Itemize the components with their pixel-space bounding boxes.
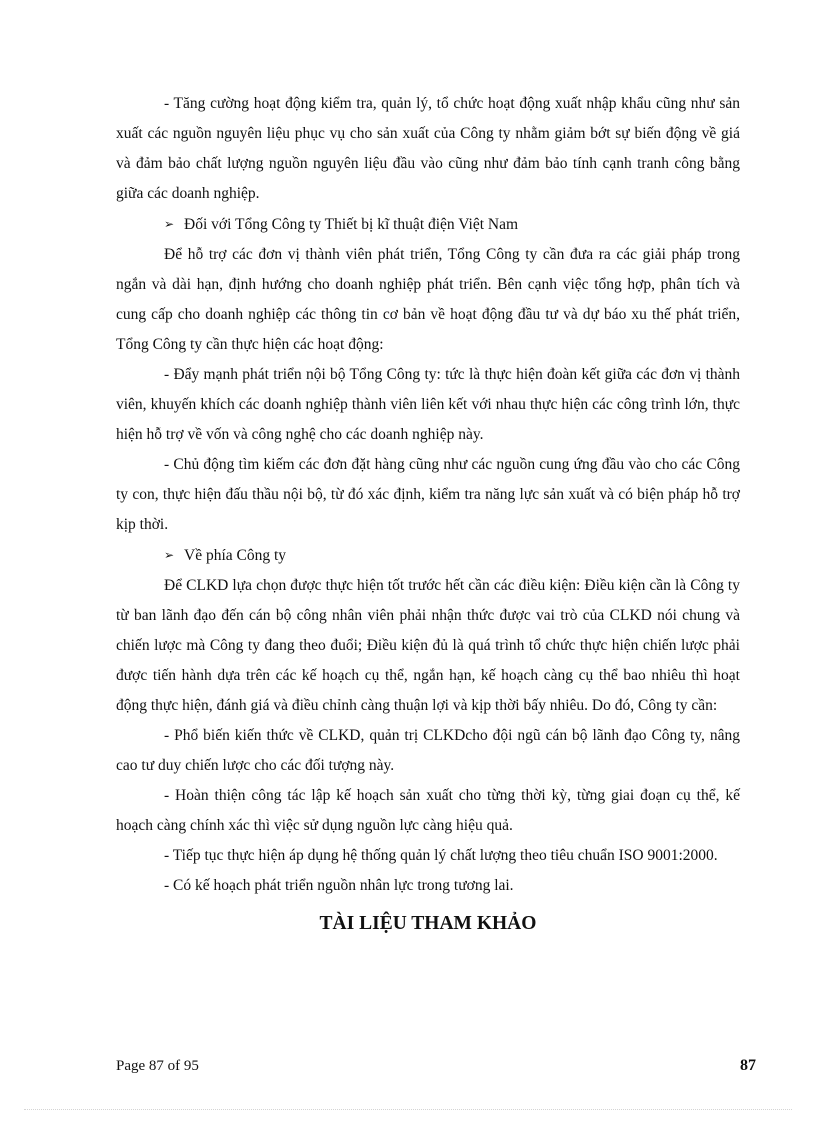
section-title: TÀI LIỆU THAM KHẢO [319, 913, 537, 934]
paragraph: - Đẩy mạnh phát triển nội bộ Tổng Công ty: tức là thực hiện đoàn kết giữa các đơn vị thành viên, khuyến khích các doanh nghiệp thành viên liên kết với nhau thực hiện các công trình lớn, thực hiện hỗ trợ về vốn và công nghệ cho các doanh nghiệp này. [116, 366, 740, 443]
paragraph: - Có kế hoạch phát triển nguồn nhân lực trong tương lai. [164, 877, 514, 894]
paragraph: - Hoàn thiện công tác lập kế hoạch sản xuất cho từng thời kỳ, từng giai đoạn cụ thể, kế hoạch càng chính xác thì việc sử dụng nguồn lực càng hiệu quả. [116, 787, 740, 834]
footer-page-label: Page 87 of 95 [116, 1058, 199, 1074]
bullet-heading-text: Về phía Công ty [184, 547, 287, 564]
bullet-heading [116, 540, 740, 571]
paragraph: - Chủ động tìm kiếm các đơn đặt hàng cũng như các nguồn cung ứng đầu vào cho các Công ty con, thực hiện đấu thầu nội bộ, từ đó xác định, kiểm tra năng lực sản xuất và có biện pháp hỗ trợ kịp thời. [116, 456, 740, 533]
bullet-heading [116, 209, 740, 240]
paragraph: - Tiếp tục thực hiện áp dụng hệ thống quản lý chất lượng theo tiêu chuẩn ISO 9001:2000. [164, 847, 718, 864]
page-body [116, 89, 740, 939]
paragraph: - Phổ biến kiến thức về CLKD, quản trị CLKDcho đội ngũ cán bộ lãnh đạo Công ty, nâng cao tư duy chiến lược cho các đối tượng này. [116, 727, 740, 774]
paragraph: Để hỗ trợ các đơn vị thành viên phát triển, Tổng Công ty cần đưa ra các giải pháp trong ngắn và dài hạn, định hướng cho doanh nghiệp phát triển. Bên cạnh việc tổng hợp, phân tích và cung cấp cho doanh nghiệp các thông tin cơ bản về hoạt động đầu tư và dự báo xu thế phát triển, Tổng Công ty cần thực hiện các hoạt động: [116, 246, 740, 353]
paragraph: Để CLKD lựa chọn được thực hiện tốt trước hết cần các điều kiện: Điều kiện cần là Công ty từ ban lãnh đạo đến cán bộ công nhân viên phải nhận thức được vai trò của CLKD nói chung và chiến lược mà Công ty đang theo đuổi; Điều kiện đủ là quá trình tổ chức thực hiện chiến lược phải được tiến hành dựa trên các kế hoạch cụ thể, ngắn hạn, kế hoạch càng cụ thể bao nhiêu thì hoạt động thực hiện, đánh giá và điều chỉnh càng thuận lợi và kịp thời bấy nhiêu. Do đó, Công ty cần: [116, 577, 740, 714]
arrow-bullet-icon: ➢ [164, 217, 175, 231]
arrow-bullet-icon: ➢ [164, 548, 175, 562]
bullet-heading-text: Đối với Tổng Công ty Thiết bị kĩ thuật điện Việt Nam [184, 216, 519, 233]
paragraph: - Tăng cường hoạt động kiểm tra, quản lý, tổ chức hoạt động xuất nhập khẩu cũng như sản xuất các nguồn nguyên liệu phục vụ cho sản xuất của Công ty nhằm giảm bớt sự biến động về giá và đảm bảo chất lượng nguồn nguyên liệu đầu vào cũng như đảm bảo tính cạnh tranh công bằng giữa các doanh nghiệp. [116, 95, 740, 202]
footer-page-number: 87 [740, 1057, 756, 1074]
footer-divider [24, 1109, 792, 1110]
